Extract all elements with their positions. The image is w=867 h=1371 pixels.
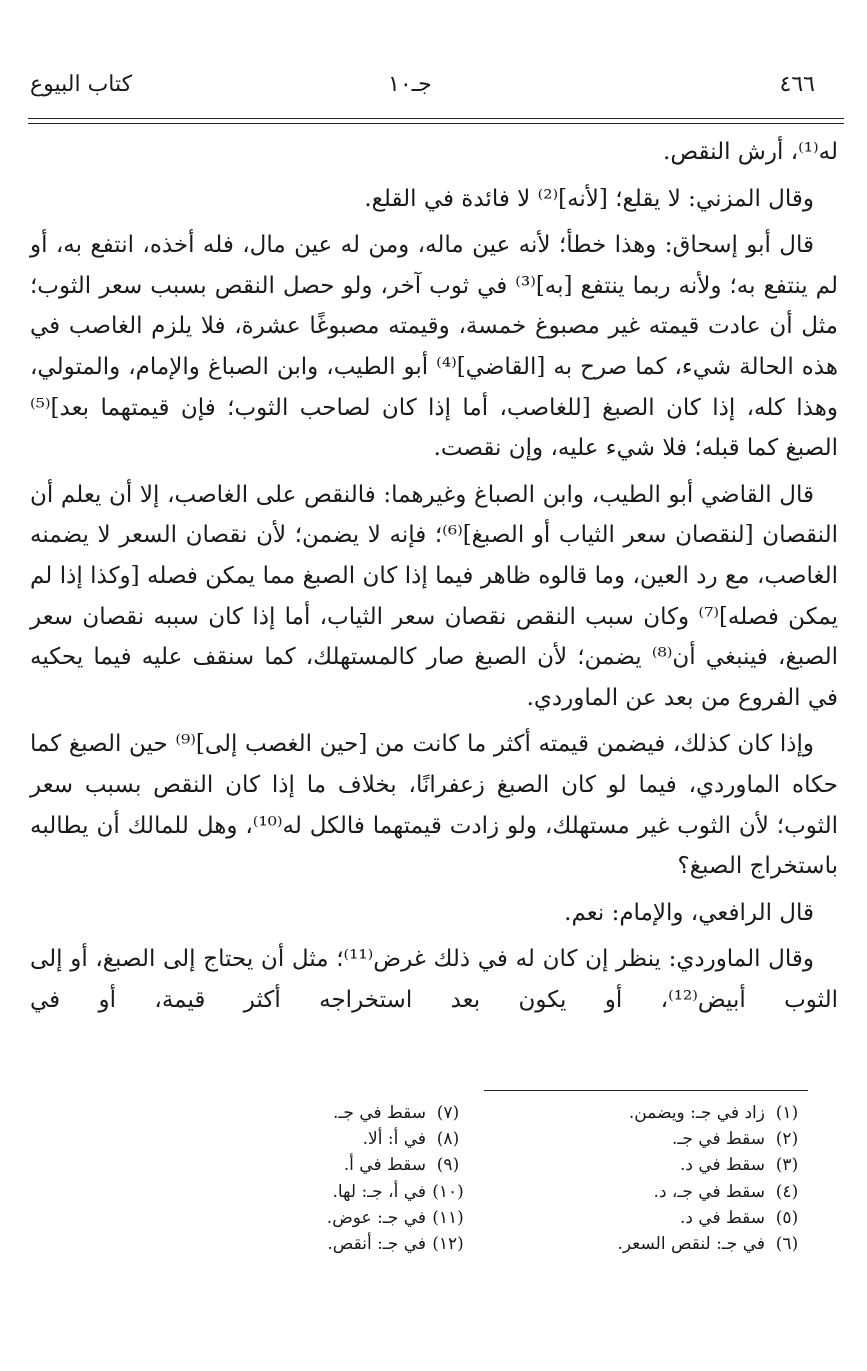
footnotes-column-left [260,1100,470,1257]
footnote-text: سقط في د. [679,1207,765,1228]
header-rule [28,118,844,119]
footnote-number: (٢) [775,1129,799,1150]
footnote [260,1231,470,1257]
paragraph: قال أبو إسحاق: وهذا خطأ؛ لأنه عين ماله، ومن له عين مال، فله أخذه، انتفع به، أو لم ينتفع به؛ ولأنه ربما ينتفع [به]⁽³⁾ في ثوب آخر، ولو حصل النقص بسبب سعر الثوب؛ مثل أن عادت قيمته غير مصبوغ خمسة، وقيمته مصبوغًا عشرة، فلا يلزم الغاصب في هذه الحالة شيء، كما صرح به [القاضي]⁽⁴⁾ أبو الطيب، وابن الصباغ والإمام، والمتولي، وهذا كله، إذا كان الصبغ [للغاصب، أما إذا كان لصاحب الثوب؛ فإن قيمتهما بعد]⁽⁵⁾ الصبغ كما قبله؛ فلا شيء عليه، وإن نقصت. [30,232,839,462]
footnote [260,1179,470,1205]
footnote-text: في جـ: لنقص السعر. [617,1234,765,1255]
footnote-number: (١٢) [432,1234,464,1255]
footnote [509,1152,809,1178]
footnote-number: (٩) [436,1155,460,1176]
footnote-text: سقط في د. [679,1155,765,1176]
footnote-number: (٤) [775,1181,799,1202]
footnote-text: زاد في جـ: ويضمن. [628,1103,765,1123]
main-text [30,132,838,1026]
footnote-text: سقط في جـ. [672,1129,765,1150]
footnote-text: في أ، جـ: لها. [332,1181,426,1202]
footnote [260,1205,470,1231]
footnote [509,1231,809,1257]
footnote-number: (٦) [775,1234,799,1255]
footnote-number: (١٠) [432,1181,464,1202]
footnote-number: (٧) [436,1103,460,1123]
footnote-text: سقط في جـ، د. [653,1181,765,1202]
footnote [509,1179,809,1205]
volume-label: جـ١٠ [388,72,432,97]
paragraph: وإذا كان كذلك، فيضمن قيمته أكثر ما كانت من [حين الغصب إلى]⁽⁹⁾ حين الصبغ كما حكاه الماوردي، فيما لو كان الصبغ زعفرانًا، بخلاف ما إذا كان النقص بسبب سعر الثوب؛ لأن الثوب غير مستهلك، ولو زادت قيمتهما فالكل له⁽¹⁰⁾، وهل للمالك أن يطالبه باستخراج الصبغ؟ [30,731,838,880]
footnote-number: (٥) [775,1207,799,1228]
footnote [260,1100,470,1126]
footnote-separator [484,1090,808,1091]
header-rule-thin [28,123,844,124]
paragraph: قال القاضي أبو الطيب، وابن الصباغ وغيرهما: فالنقص على الغاصب، إلا أن يعلم أن النقصان [لنقصان سعر الثياب أو الصبغ]⁽⁶⁾؛ فإنه لا يضمن؛ لأن نقصان السعر لا يضمنه الغاصب، مع رد العين، وما قالوه ظاهر فيما إذا كان الصبغ مما يمكن فصله [وكذا إذا لم يمكن فصله]⁽⁷⁾ وكان سبب النقص نقصان سعر الثياب، أما إذا كان سببه نقصان سعر الصبغ، فينبغي أن⁽⁸⁾ يضمن؛ لأن الصبغ صار كالمستهلك، كما سنقف عليه فيما يحكيه في الفروع من بعد عن الماوردي. [30,481,838,711]
footnote [260,1152,470,1178]
footnote-number: (٨) [436,1129,460,1150]
footnote-text: في أ: ألا. [362,1129,426,1150]
footnote-number: (١١) [432,1207,464,1228]
page-number: ٤٦٦ [779,72,815,97]
footnote-number: (١) [775,1103,799,1123]
footnote-text: في جـ: أنقص. [327,1234,426,1255]
footnote [260,1126,470,1152]
book-title: كتاب البيوع [30,72,133,97]
footnote-text: سقط في أ. [343,1155,426,1176]
footnote [509,1126,809,1152]
paragraph: له⁽¹⁾، أرش النقص. [663,139,838,165]
footnote-number: (٣) [775,1155,799,1176]
footnote [509,1205,809,1231]
paragraph: قال الرافعي، والإمام: نعم. [564,899,814,926]
footnotes-column-right [509,1100,809,1257]
footnote [509,1100,809,1126]
footnote-text: سقط في جـ. [333,1103,426,1123]
footnote-text: في جـ: عوض. [326,1207,426,1228]
paragraph: وقال الماوردي: ينظر إن كان له في ذلك غرض⁽¹¹⁾؛ مثل أن يحتاج إلى الصبغ، أو إلى الثوب أبيض⁽¹²⁾، أو يكون بعد استخراجه أكثر قيمة، أو في [30,946,838,1013]
paragraph: وقال المزني: لا يقلع؛ [لأنه]⁽²⁾ لا فائدة في القلع. [364,185,814,212]
